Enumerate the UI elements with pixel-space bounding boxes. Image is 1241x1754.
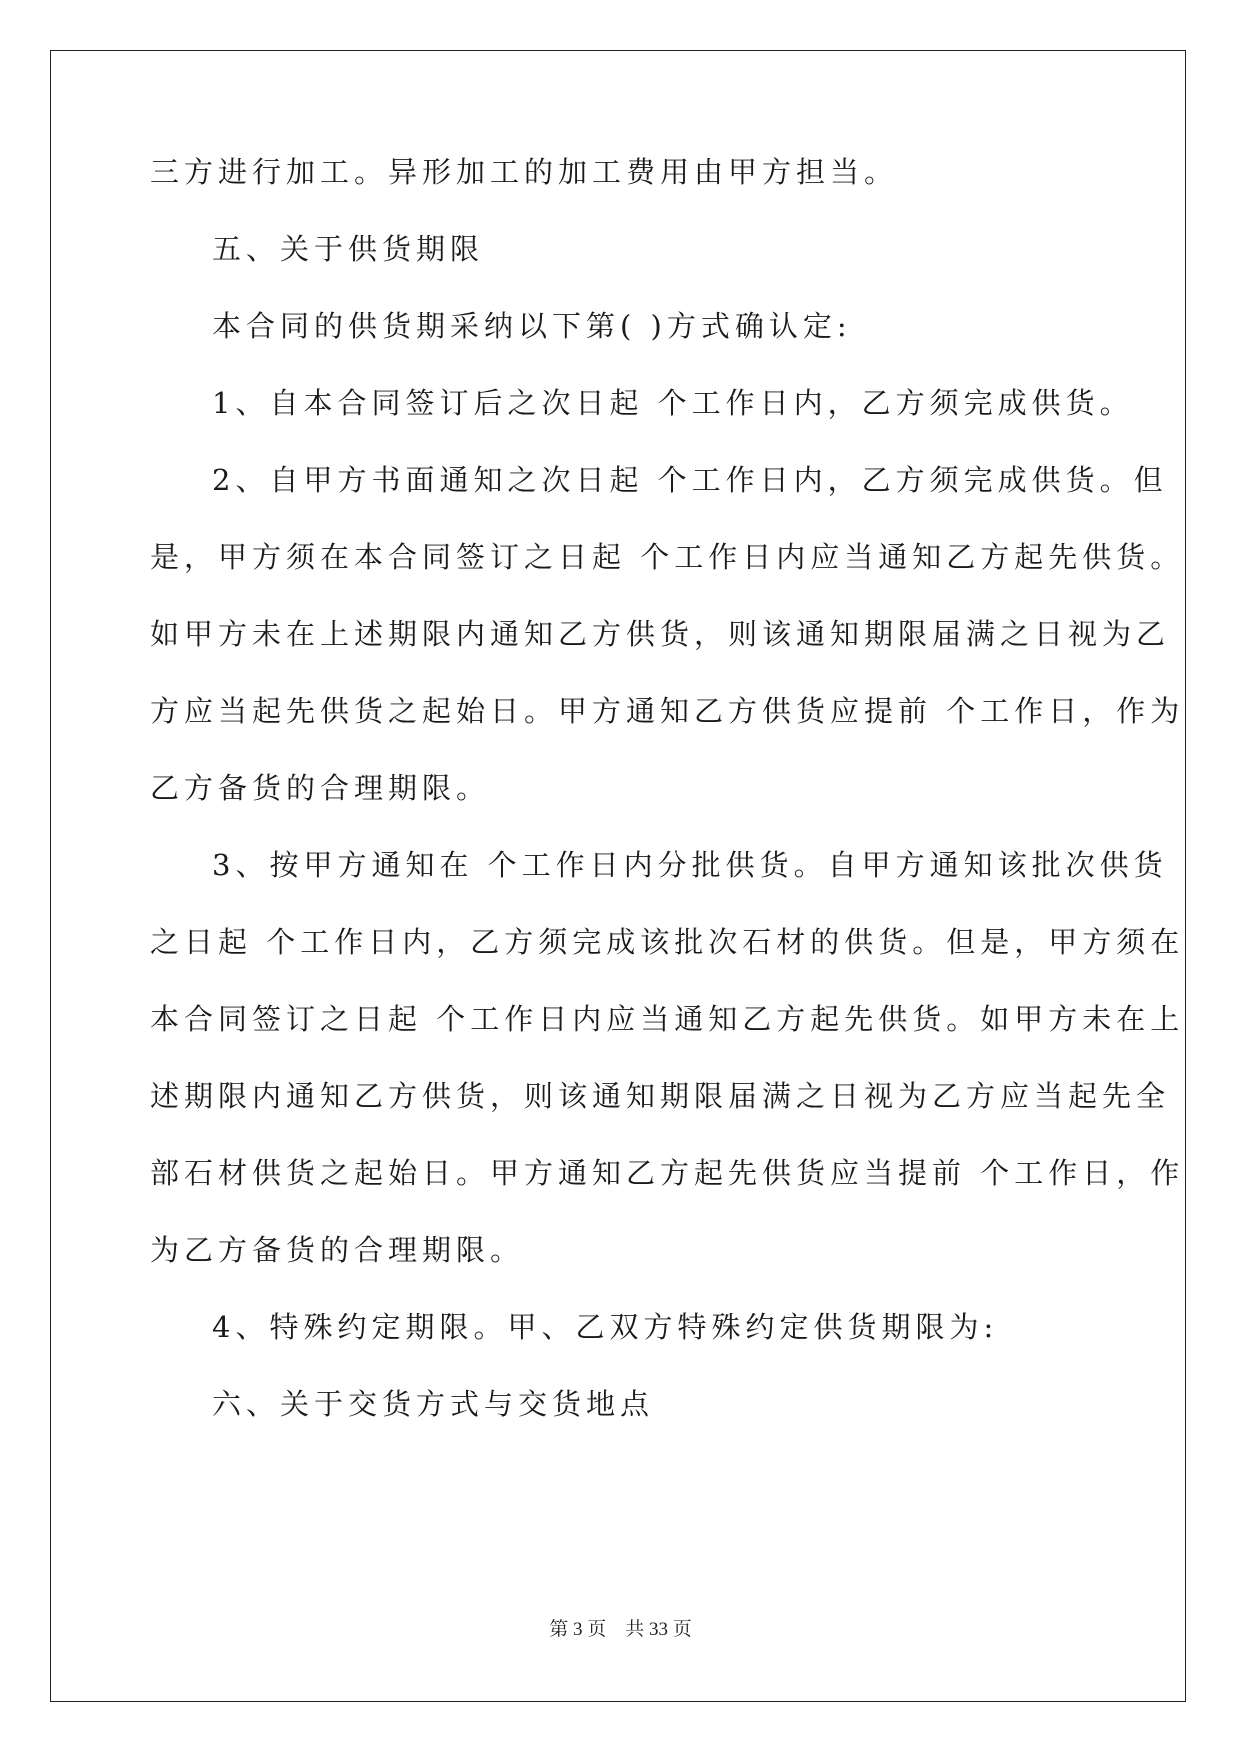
- page-number: 第 3 页 共 33 页: [549, 1619, 692, 1640]
- text-line: 乙方备货的合理期限。: [150, 771, 491, 805]
- text-line: 为乙方备货的合理期限。: [150, 1233, 525, 1267]
- text-line: 是，甲方须在本合同签订之日起 个工作日内应当通知乙方起先供货。: [150, 540, 1185, 574]
- text-line: 本合同的供货期采纳以下第( )方式确认定:: [212, 309, 852, 343]
- text-line: 方应当起先供货之起始日。甲方通知乙方供货应提前 个工作日，作为: [150, 694, 1185, 728]
- text-line: 三方进行加工。异形加工的加工费用由甲方担当。: [150, 155, 899, 189]
- list-item: 2、自甲方书面通知之次日起 个工作日内，乙方须完成供货。但: [212, 463, 1168, 497]
- text-line: 部石材供货之起始日。甲方通知乙方起先供货应当提前 个工作日，作: [150, 1156, 1185, 1190]
- text-line: 本合同签订之日起 个工作日内应当通知乙方起先供货。如甲方未在上: [150, 1002, 1185, 1036]
- section-heading: 六、关于交货方式与交货地点: [212, 1387, 655, 1421]
- text-line: 述期限内通知乙方供货，则该通知期限届满之日视为乙方应当起先全: [150, 1079, 1171, 1113]
- list-item: 1、自本合同签订后之次日起 个工作日内，乙方须完成供货。: [212, 386, 1134, 420]
- list-item: 4、特殊约定期限。甲、乙双方特殊约定供货期限为:: [212, 1310, 999, 1344]
- section-heading: 五、关于供货期限: [212, 232, 485, 266]
- text-line: 如甲方未在上述期限内通知乙方供货，则该通知期限届满之日视为乙: [150, 617, 1171, 651]
- text-line: 之日起 个工作日内，乙方须完成该批次石材的供货。但是，甲方须在: [150, 925, 1185, 959]
- list-item: 3、按甲方通知在 个工作日内分批供货。自甲方通知该批次供货: [212, 848, 1168, 882]
